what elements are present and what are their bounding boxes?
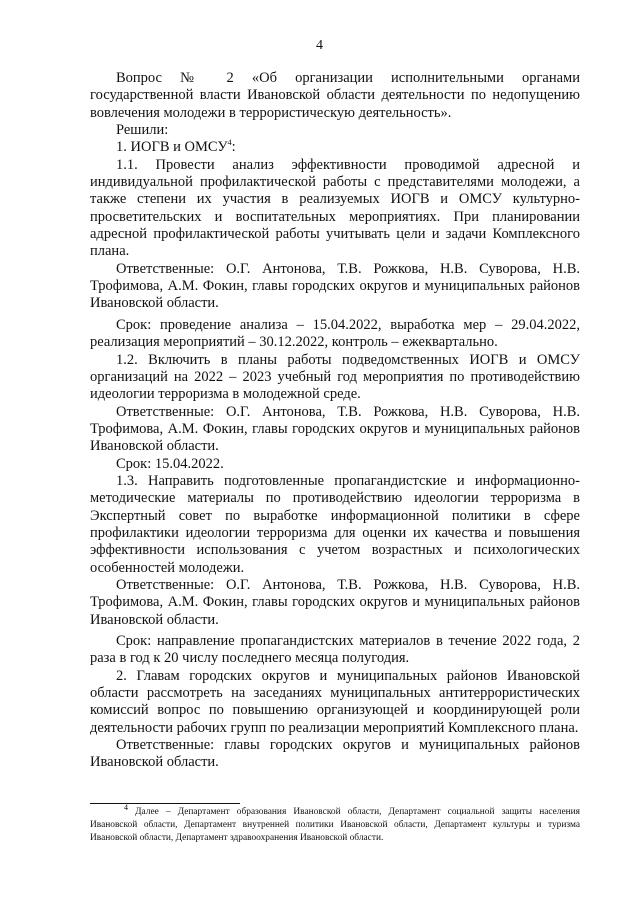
item-1-2-text: 1.2. Включить в планы работы подведомственных ИОГВ и ОМСУ организаций на 2022 – 2023 учебный год мероприятия по противодействию идеологии терроризма в молодежной среде.: [90, 351, 580, 403]
decided-label: Решили:: [116, 122, 169, 139]
item-2-text: 2. Главам городских округов и муниципальных районов Ивановской области рассмотреть на заседаниях муниципальных антитеррористических комиссий вопрос по повышению организующей и координирующей роли деятельности рабочих групп по реализации мероприятий Комплексного плана.: [90, 667, 580, 736]
item-1-1-deadline: Срок: проведение анализа – 15.04.2022, выработка мер – 29.04.2022, реализация мероприятий – 30.12.2022, контроль – ежеквартально.: [90, 316, 580, 351]
footnote-divider: [90, 803, 240, 804]
item-1-3-text: 1.3. Направить подготовленные пропагандистские и информационно-методические материалы по противодействию идеологии терроризма в Экспертный совет по выработке информационной политики в сфере профилактики идеологии терроризма для оценки их качества и повышения эффективности использования с учетом возрастных и психологических особенностей молодежи.: [90, 472, 580, 576]
item-1-1-text: 1.1. Провести анализ эффективности проводимой адресной и индивидуальной профилактической работы с представителями молодежи, а также степени их участия в реализуемых ИОГВ и ОМСУ культурно-просветительских и воспитательных мероприятиях. При планировании адресной профилактической работы учитывать цели и задачи Комплексного плана.: [90, 156, 580, 260]
question-heading: Вопрос № 2 «Об организации исполнительными органами государственной власти Ивановской области деятельности по недопущению вовлечения молодежи в террористическую деятельность».: [90, 70, 580, 121]
footnote-reference: 4: [227, 138, 232, 148]
footnote-mark: 4: [124, 802, 128, 812]
item-1-2-responsible: Ответственные: О.Г. Антонова, Т.В. Рожкова, Н.В. Суворова, Н.В. Трофимова, А.М. Фокин, главы городских округов и муниципальных районов Ивановской области.: [90, 403, 580, 455]
document-body: [90, 70, 580, 772]
page-number: 4: [316, 38, 323, 53]
section-1-heading: [90, 139, 580, 156]
item-2-responsible: Ответственные: главы городских округов и муниципальных районов Ивановской области.: [90, 737, 580, 771]
item-1-3-deadline: Срок: направление пропагандистских материалов в течение 2022 года, 2 раза в год к 20 числу последнего месяца полугодия.: [90, 633, 580, 667]
footnote-text-block: [90, 802, 580, 845]
item-1-3-responsible: Ответственные: О.Г. Антонова, Т.В. Рожкова, Н.В. Суворова, Н.В. Трофимова, А.М. Фокин, главы городских округов и муниципальных районов Ивановской области.: [90, 576, 580, 628]
item-1-2-deadline: Срок: 15.04.2022.: [116, 455, 224, 472]
footnote: [90, 802, 580, 845]
footnote-text: Далее – Департамент образования Ивановской области, Департамент социальной защиты населения Ивановской области, Департамент внутренней политики Ивановской области, Департамент культуры и туризма Ивановской области, Департамент здравоохранения Ивановской области.: [90, 807, 580, 843]
section-1-title-end: :: [231, 139, 236, 156]
section-1-title: 1. ИОГВ и ОМСУ: [116, 139, 228, 156]
item-1-1-responsible: Ответственные: О.Г. Антонова, Т.В. Рожкова, Н.В. Суворова, Н.В. Трофимова, А.М. Фокин, главы городских округов и муниципальных районов Ивановской области.: [90, 260, 580, 312]
